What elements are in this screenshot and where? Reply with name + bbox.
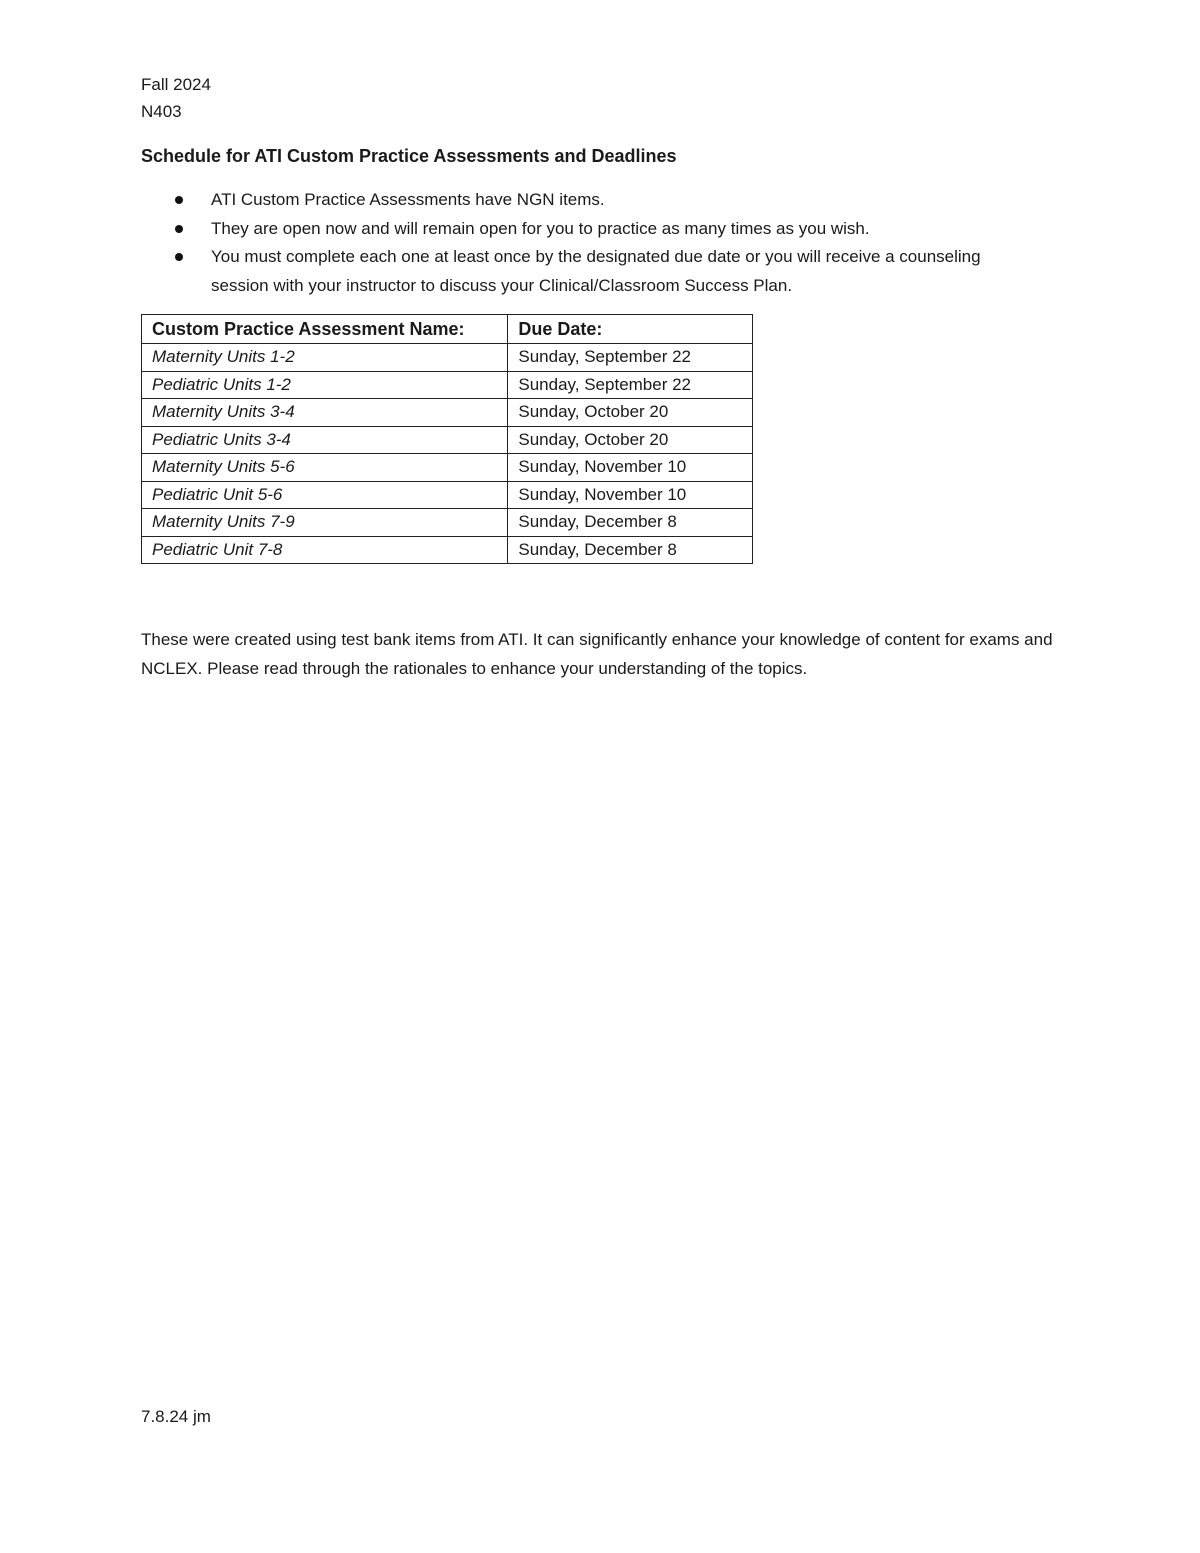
document-title: Schedule for ATI Custom Practice Assessments and Deadlines	[141, 146, 677, 166]
due-date: Sunday, December 8	[508, 509, 753, 537]
due-date: Sunday, November 10	[508, 481, 753, 509]
due-date: Sunday, October 20	[508, 426, 753, 454]
list-item-text: They are open now and will remain open for you to practice as many times as you wish.	[211, 218, 870, 238]
instructions-list	[141, 186, 1041, 300]
list-item	[141, 215, 1041, 244]
footer-note: 7.8.24 jm	[141, 1407, 211, 1426]
course-code: N403	[141, 102, 182, 121]
table-row	[142, 454, 753, 482]
due-date: Sunday, September 22	[508, 344, 753, 372]
list-item-text: You must complete each one at least once by the designated due date or you will receive a counseling session with your instructor to discuss your Clinical/Classroom Success Plan.	[211, 247, 981, 295]
assessment-name: Pediatric Units 1-2	[142, 371, 508, 399]
table-row	[142, 399, 753, 427]
table-row	[142, 509, 753, 537]
assessment-name: Maternity Units 1-2	[142, 344, 508, 372]
closing-paragraph: These were created using test bank items from ATI. It can significantly enhance your knowledge of content for exams and NCLEX. Please read through the rationales to enhance your understanding of the topics.	[141, 630, 1053, 678]
list-item	[141, 243, 1041, 300]
due-date: Sunday, October 20	[508, 399, 753, 427]
bullet-icon	[175, 225, 183, 233]
list-item	[141, 186, 1041, 215]
due-date: Sunday, September 22	[508, 371, 753, 399]
due-date: Sunday, November 10	[508, 454, 753, 482]
table-row	[142, 371, 753, 399]
table-header-row	[142, 315, 753, 344]
table-row	[142, 344, 753, 372]
assessment-name: Maternity Units 5-6	[142, 454, 508, 482]
list-item-text: ATI Custom Practice Assessments have NGN items.	[211, 190, 605, 209]
bullet-icon	[175, 253, 183, 261]
table-row	[142, 481, 753, 509]
term-label: Fall 2024	[141, 75, 211, 94]
column-header-due-date: Due Date:	[508, 315, 753, 344]
assessment-name: Pediatric Units 3-4	[142, 426, 508, 454]
assessment-name: Pediatric Unit 7-8	[142, 536, 508, 564]
table-row	[142, 426, 753, 454]
bullet-icon	[175, 196, 183, 204]
due-date: Sunday, December 8	[508, 536, 753, 564]
assessment-name: Pediatric Unit 5-6	[142, 481, 508, 509]
table-row	[142, 536, 753, 564]
column-header-name: Custom Practice Assessment Name:	[142, 315, 508, 344]
assessment-name: Maternity Units 3-4	[142, 399, 508, 427]
assessment-name: Maternity Units 7-9	[142, 509, 508, 537]
schedule-table	[141, 314, 753, 564]
